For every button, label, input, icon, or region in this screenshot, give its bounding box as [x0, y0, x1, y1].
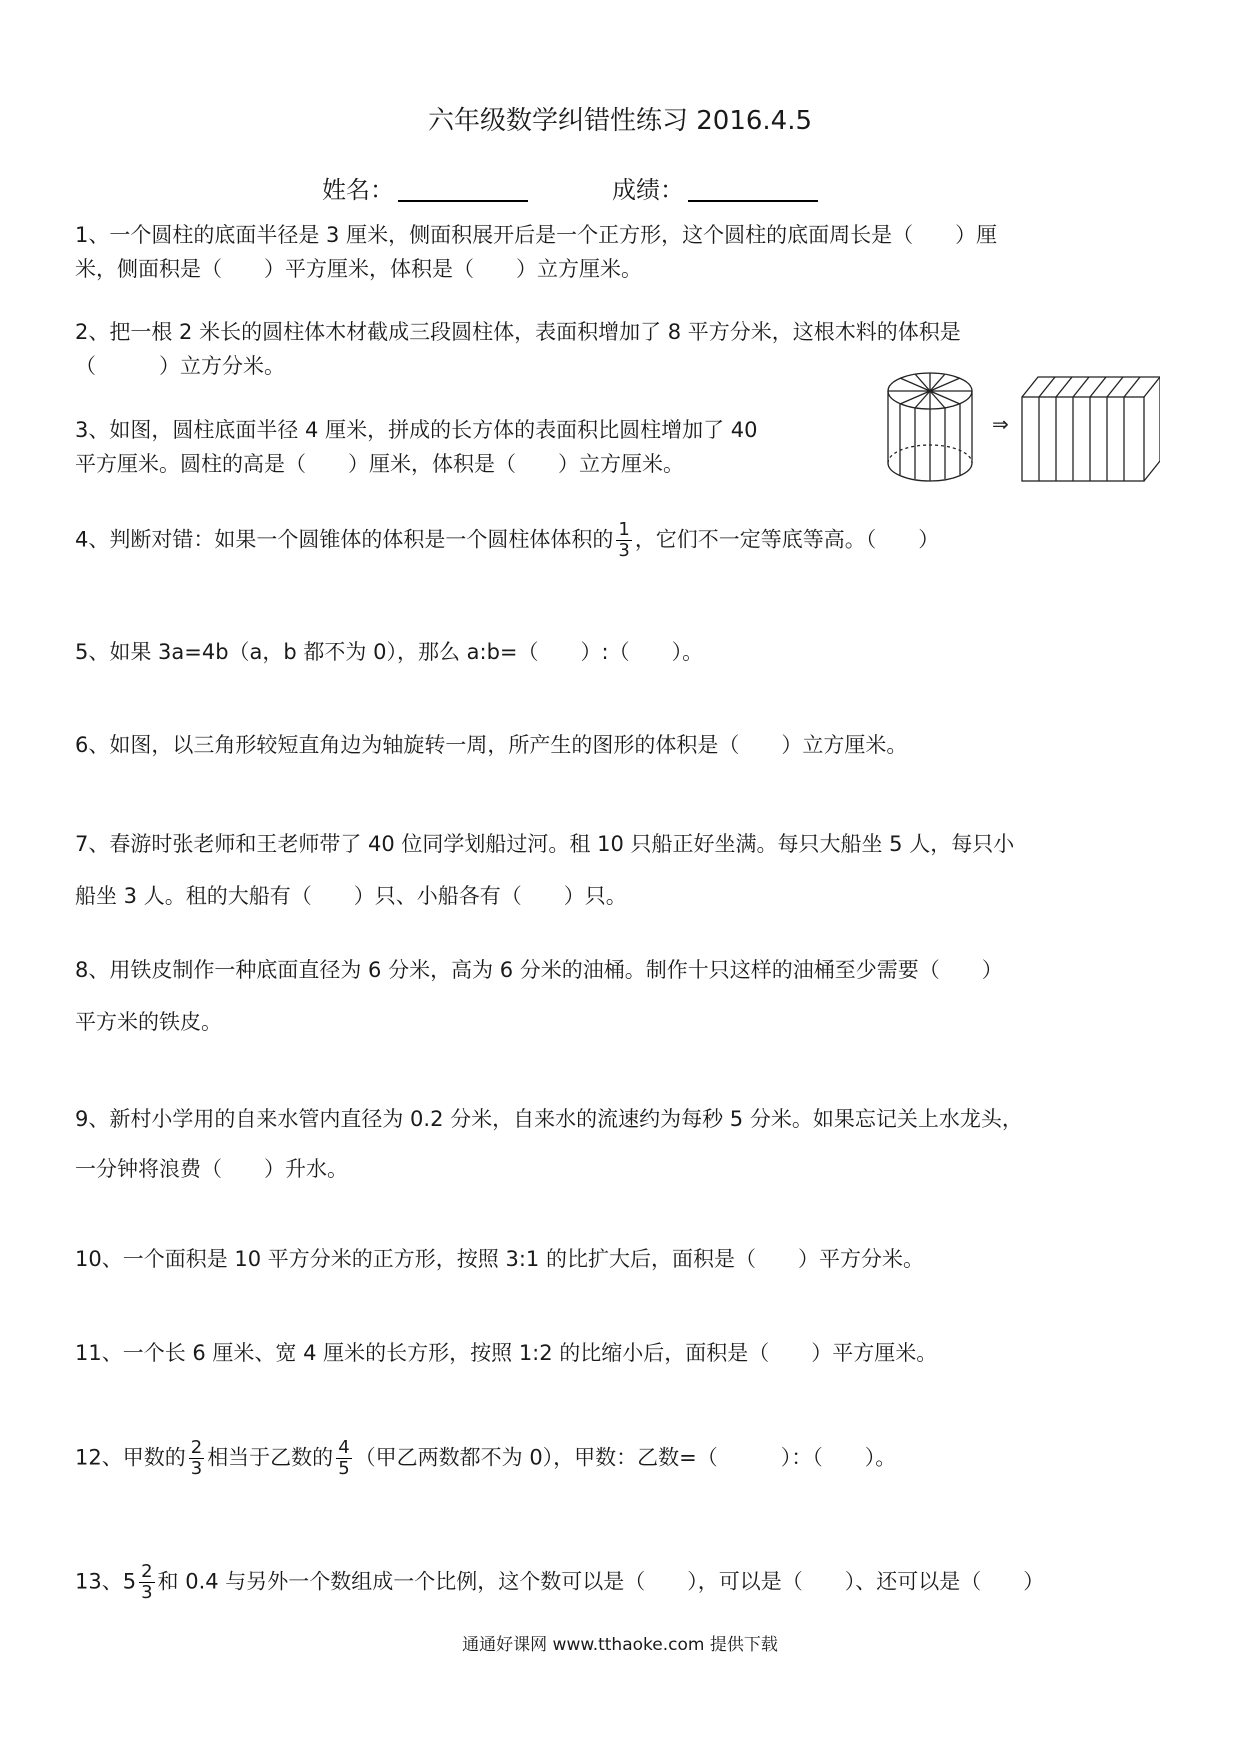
fraction-numerator: 1 [618, 519, 630, 540]
arrow-glyph: ⇒ [992, 412, 1009, 436]
question-2-line-2: （ ）立方分米。 [75, 354, 285, 378]
fraction-numerator: 4 [338, 1437, 350, 1458]
score-field [612, 170, 818, 205]
question-3-line-1: 3、如图，圆柱底面半径 4 厘米，拼成的长方体的表面积比圆柱增加了 40 [75, 418, 758, 442]
question-12 [75, 1438, 1175, 1479]
question-3-line-2: 平方厘米。圆柱的高是（ ）厘米，体积是（ ）立方厘米。 [75, 452, 684, 476]
question-4-text-after: ，它们不一定等底等高。（ ） [634, 527, 940, 552]
fraction-denominator: 5 [338, 1458, 350, 1479]
score-label: 成绩： [612, 176, 684, 204]
cylinder-figure [888, 373, 972, 481]
question-7-line-2: 船坐 3 人。租的大船有（ ）只、小船各有（ ）只。 [75, 884, 627, 908]
question-5: 5、如果 3a=4b（a，b 都不为 0），那么 a:b=（ ）:（ ）。 [75, 640, 704, 664]
fraction-denominator: 3 [618, 540, 630, 561]
question-2-line-1: 2、把一根 2 米长的圆柱体木材截成三段圆柱体，表面积增加了 8 平方分米，这根木料的体积是 [75, 320, 961, 344]
name-field [322, 170, 528, 205]
question-12-part-1: 12、甲数的 [75, 1445, 186, 1470]
fraction-two-thirds [189, 1438, 204, 1479]
question-12-part-2: 相当于乙数的 [207, 1445, 334, 1470]
footer-credit: 通通好课网 www.tthaoke.com 提供下载 [462, 1635, 778, 1655]
question-7-line-1: 7、春游时张老师和王老师带了 40 位同学划船过河。租 10 只船正好坐满。每只大船坐 5 人，每只小 [75, 832, 1015, 856]
fraction-numerator: 2 [190, 1437, 203, 1458]
fraction-one-third [616, 520, 631, 561]
question-1-line-1: 1、一个圆柱的底面半径是 3 厘米，侧面积展开后是一个正方形，这个圆柱的底面周长是（ ）厘 [75, 223, 998, 247]
question-8-line-2: 平方米的铁皮。 [75, 1010, 222, 1034]
question-13-part-2: 和 0.4 与另外一个数组成一个比例，这个数可以是（ ），可以是（ ）、还可以是（ ） [157, 1569, 1045, 1594]
score-blank[interactable] [688, 178, 818, 202]
question-11: 11、一个长 6 厘米、宽 4 厘米的长方形，按照 1:2 的比缩小后，面积是（ ）平方厘米。 [75, 1341, 938, 1365]
question-4-text-before: 4、判断对错：如果一个圆锥体的体积是一个圆柱体体积的 [75, 527, 614, 552]
question-8-line-1: 8、用铁皮制作一种底面直径为 6 分米，高为 6 分米的油桶。制作十只这样的油桶至少需要（ ） [75, 958, 1003, 982]
fraction-numerator: 2 [141, 1561, 153, 1582]
name-label: 姓名： [322, 176, 394, 204]
fraction-denominator: 3 [190, 1458, 203, 1479]
cuboid-figure [1022, 377, 1160, 481]
question-13-part-1: 13、5 [75, 1569, 137, 1594]
question-1 [75, 218, 1175, 286]
question-10: 10、一个面积是 10 平方分米的正方形，按照 3:1 的比扩大后，面积是（ ）平方分米。 [75, 1247, 924, 1271]
question-9 [75, 1094, 1175, 1194]
question-3 [75, 413, 875, 481]
question-13 [75, 1562, 1175, 1603]
question-4 [75, 520, 1175, 561]
question-9-line-1: 9、新村小学用的自来水管内直径为 0.2 分米，自来水的流速约为每秒 5 分米。如果忘记关上水龙头， [75, 1107, 1023, 1131]
fraction-four-fifths [336, 1438, 351, 1479]
page-title: 六年级数学纠错性练习 2016.4.5 [427, 106, 813, 136]
question-9-line-2: 一分钟将浪费（ ）升水。 [75, 1157, 348, 1181]
question-7 [75, 818, 1175, 922]
cylinder-to-cuboid-figure [880, 365, 1160, 485]
question-12-part-3: （甲乙两数都不为 0），甲数：乙数=（ ）：（ ）。 [354, 1445, 897, 1470]
question-8 [75, 944, 1175, 1048]
fraction-denominator: 3 [141, 1582, 153, 1603]
fraction-two-thirds [139, 1562, 154, 1603]
question-6: 6、如图，以三角形较短直角边为轴旋转一周，所产生的图形的体积是（ ）立方厘米。 [75, 733, 908, 757]
question-1-line-2: 米，侧面积是（ ）平方厘米，体积是（ ）立方厘米。 [75, 257, 642, 281]
name-blank[interactable] [398, 178, 528, 202]
